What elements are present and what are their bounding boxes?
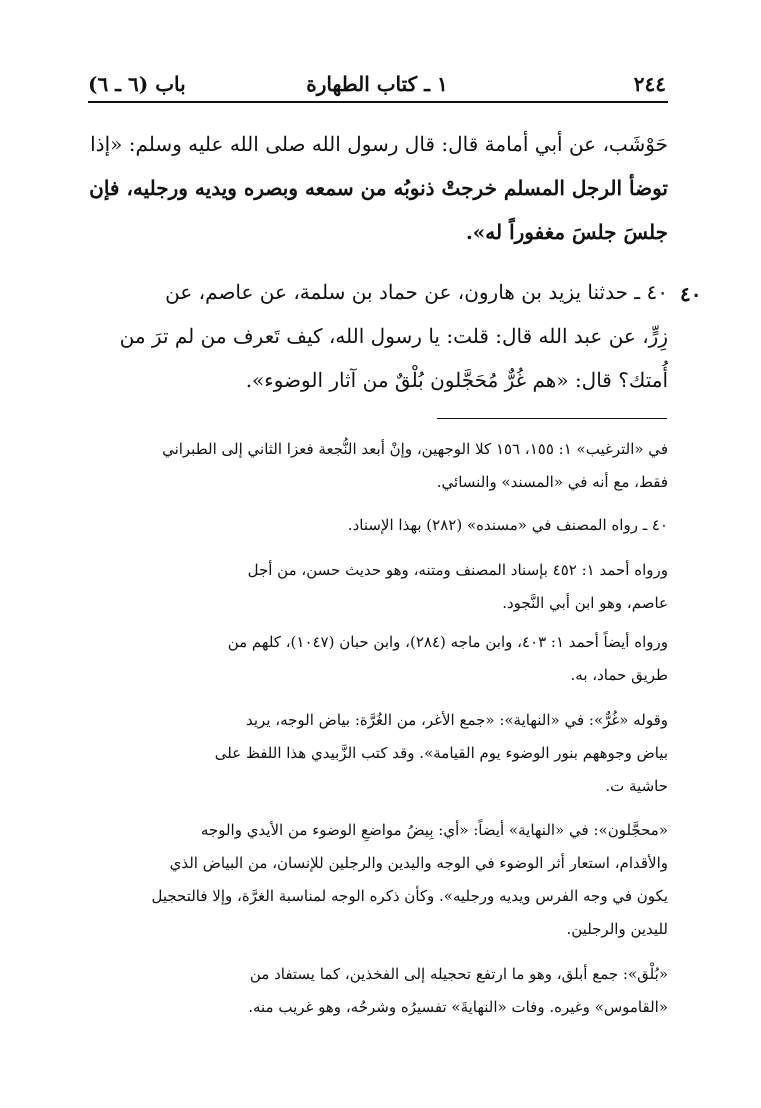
footnote-line: ٤٠ ـ رواه المصنف في «مسنده» (٢٨٢) بهذا الإسناد. (347, 516, 668, 534)
footnote-line: «بُلْق»: جمع أبلق، وهو ما ارتفع تحجيله إلى الفخذين، كما يستفاد من (249, 965, 668, 983)
footnote-muhajjalun (92, 814, 668, 946)
text-line: توضأ الرجل المسلم خرجتْ ذنوبُه من سمعه وبصره ويديه ورجليه، فإن (89, 176, 668, 200)
footnote-separator (437, 418, 667, 419)
page-number: ٢٤٤ (633, 72, 666, 96)
footnote-line: وقوله «غُرٌّ»: في «النهاية»: «جمع الأغر، من الغُرَّة: بياض الوجه، يريد (246, 711, 668, 729)
footnote-bulq (92, 958, 668, 1024)
footnote-ghurr (92, 704, 668, 803)
text-line: زِرٍّ، عن عبد الله قال: قلت: يا رسول الله، كيف تَعرف من لم ترَ من (119, 324, 668, 348)
footnote-other-sources (92, 626, 668, 692)
footnote-targhib (92, 433, 668, 499)
hadith-40 (92, 270, 668, 402)
text-line: حَوْشَب، عن أبي أمامة قال: قال رسول الله صلى الله عليه وسلم: «إذا (90, 132, 668, 156)
footnote-line: بياض وجوههم بنور الوضوء يوم القيامة». وقد كتب الزَّبيدي هذا اللفظ على (214, 744, 668, 762)
running-header (88, 68, 666, 102)
footnote-ahmad (92, 554, 668, 620)
footnote-line: «محجَّلون»: في «النهاية» أيضاً: «أي: بِيضُ مواضعِ الوضوء من الأيدي والوجه (200, 821, 668, 839)
chapter-label: باب (٦ ـ ٦) (88, 72, 186, 96)
footnote-line: طريق حماد، به. (570, 666, 668, 684)
footnote-line: فقط، مع أنه في «المسند» والنسائي. (436, 473, 668, 491)
hadith-39-continuation (89, 122, 668, 254)
text-line: جلسَ جلسَ مغفوراً له». (465, 220, 668, 244)
footnote-line: والأقدام، استعار أثر الوضوء في الوجه واليدين والرجلين للإنسان، من البياض الذي (169, 854, 668, 872)
book-title: ١ ـ كتاب الطهارة (306, 72, 448, 96)
footnote-line: ورواه أيضاً أحمد ١: ٤٠٣، وابن ماجه (٢٨٤)، وابن حبان (١٠٤٧)، كلهم من (227, 633, 668, 651)
footnote-line: لليدين والرجلين. (566, 920, 668, 938)
header-rule (88, 101, 668, 103)
text-line: أُمتك؟ قال: «هم غُرٌّ مُحَجَّلون بُلْقٌ من آثار الوضوء». (245, 368, 668, 392)
footnote-line: يكون في وجه الفرس ويديه ورجليه». وكأن ذكره الوجه لمناسبة الغرَّة، وإلا فالتحجيل (151, 887, 668, 905)
footnote-line: «القاموس» وغيره. وفات «النهايةَ» تفسيرُه وشرحُه، وهو غريب منه. (248, 998, 668, 1016)
hadith-margin-number: ٤٠ (680, 282, 702, 306)
footnote-line: حاشية ت. (605, 777, 668, 795)
text-line: ٤٠ ـ حدثنا يزيد بن هارون، عن حماد بن سلمة، عن عاصم، عن (165, 280, 668, 304)
footnote-line: عاصم، وهو ابن أبي النَّجود. (502, 594, 668, 612)
footnote-line: ورواه أحمد ١: ٤٥٢ بإسناد المصنف ومتنه، وهو حديث حسن، من أجل (247, 561, 668, 579)
footnote-line: في «الترغيب» ١: ١٥٥، ١٥٦ كلا الوجهين، وإنْ أبعد النُّجعة فعزا الثاني إلى الطبراني (162, 440, 668, 458)
footnote-hadith-40-source (92, 509, 668, 542)
